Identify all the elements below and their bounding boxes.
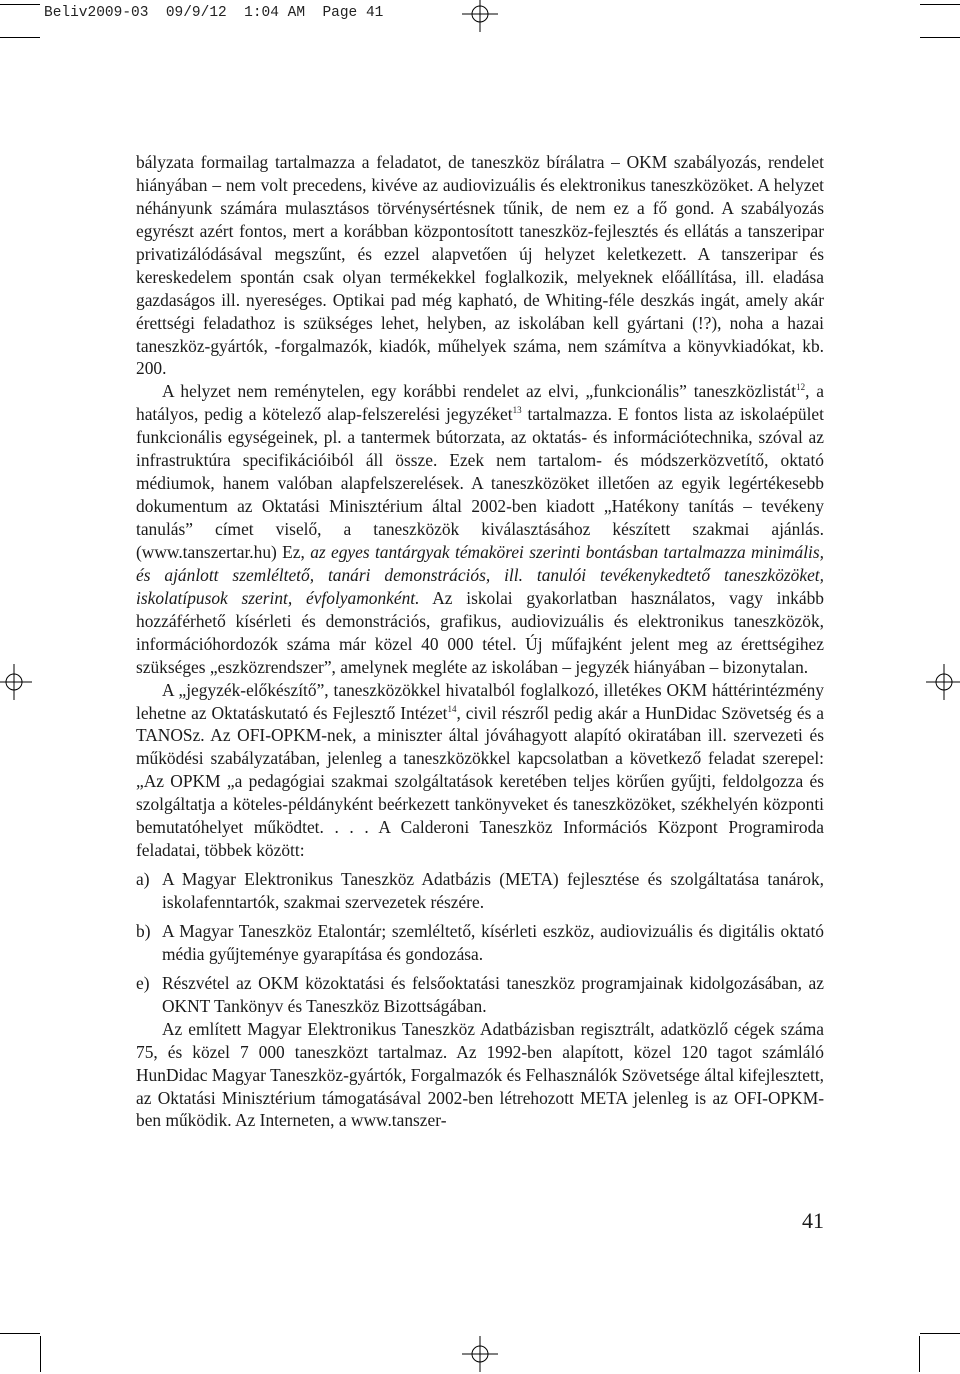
crop-mark-bottom-right-h <box>920 1333 960 1334</box>
paragraph-3-text-a: A „jegyzék-előkészítő”, taneszközökkel hivatalból foglalkozó, illetékes OKM háttérintézmény lehetne az Oktatáskutató és Fejlesztő Intézet <box>136 679 824 723</box>
list-item-label: b) <box>136 920 151 941</box>
crop-mark-bottom-left-h <box>0 1333 40 1334</box>
crop-mark-bottom-right-v <box>919 1336 920 1372</box>
paragraph-1-text: bályzata formailag tartalmazza a feladatot, de taneszköz bírálatra – OKM szabályozás, rendelet hiányában – nem volt precedens, kivéve az audiovizuális és elektronikus taneszközöket. A helyzet néhányunk számára mulasztásos törvénysértésnek tűnik, de nem ez a fő gond. A szabályozás egyrészt azért fontos, mert a korábban központosított taneszköz-fejlesztés és ellátás a tanszeripar privatizálódásával megszűnt, és ezzel alapvetően új helyzet keletkezett. A tanszeripar és kereskedelem spontán csak olyan termékekkel foglalkozik, melyeknek előállítása, ill. eladása gazdaságos ill. nyereséges. Optikai pad még kapható, de Whiting-féle deszkás ingát, amely akár érettségi feladathoz is szükséges lehet, helyben, az iskolában kell gyártani (!?), noha a hazai taneszköz-gyártók, -forgalmazók, kiadók, műhelyek száma, nem számítva a könyvkiadókat, kb. 200. <box>136 152 824 379</box>
registration-mark-left-icon <box>0 662 34 702</box>
list-item-label: a) <box>136 869 150 890</box>
footnote-ref-12: 12 <box>796 382 806 393</box>
paragraph-2-italic: az egyes tantárgyak témakörei szerinti bontásban tartalmazza minimális, és ajánlott szemléltető, tanári demonstrációs, ill. tanulói tevékenykedtető taneszközöket, iskolatípusok szerint, évfolyamonként. <box>136 541 824 608</box>
list-item <box>136 920 824 966</box>
paragraph-1 <box>136 151 824 380</box>
crop-mark-top-left-h <box>0 37 40 38</box>
registration-mark-right-icon <box>924 662 960 702</box>
list-item <box>136 972 824 1018</box>
list-item-text: A Magyar Taneszköz Etalontár; szemléltető, kísérleti eszköz, audiovizuális és digitális oktató média gyűjteménye gyarapítása és gondozása. <box>162 920 824 964</box>
paragraph-2-text-c: tartalmazza. E fontos lista az iskolaépület funkcionális egységeinek, pl. a tantermek bútorzata, az oktatás- és információtechnika, szóval az infrastruktúra specifikációiból áll össze. Ezek nem tartalom- és módszerközvetítő, oktató médiumok, hanem valóban alapfelszerelések. A taneszközöket illetően az egyik legértékesebb dokumentum az Oktatási Minisztérium által 2002-ben kiadott „Hatékony tanítás – tevékeny tanulás” címet viselő, a taneszközök kiválasztásához készített szakmai ajánlás. (www.tanszertar.hu) Ez, <box>136 404 824 562</box>
list-item-text: A Magyar Elektronikus Taneszköz Adatbázis (META) fejlesztése és szolgáltatása tanárok, iskolafenntartók, szakmai szervezetek részére. <box>162 869 824 912</box>
paragraph-4-text: Az említett Magyar Elektronikus Taneszköz Adatbázisban regisztrált, adatközlő cégek száma 75, és közel 7 000 taneszközt tartalmaz. Az 1992-ben alapított, közel 120 tagot számláló HunDidac Magyar Taneszköz-gyártók, Forgalmazók és Felhasználók Szövetsége által kifejlesztett, az Oktatási Minisztérium támogatásával 2002-ben létrehozott META jelenleg is az OFI-OPKM-ben működik. Az Interneten, a www.tanszer- <box>136 1018 824 1131</box>
list-item-text: Részvétel az OKM közoktatási és felsőoktatási taneszköz programjainak kidolgozásában, az OKNT Tankönyv és Taneszköz Bizottságában. <box>162 972 824 1016</box>
footnote-ref-13: 13 <box>512 405 522 416</box>
registration-mark-top-icon <box>460 0 500 34</box>
paragraph-3 <box>136 679 824 863</box>
body-text <box>136 151 824 1132</box>
footnote-ref-14: 14 <box>447 703 457 714</box>
paragraph-2 <box>136 380 824 678</box>
slug-text: Beliv2009-03 09/9/12 1:04 AM Page 41 <box>44 5 384 21</box>
paragraph-2-text-b: , a hatályos, pedig a kötelező alap-felszerelési jegyzéket <box>136 381 824 425</box>
list-item <box>136 868 824 914</box>
paragraph-2-text-a: A helyzet nem reménytelen, egy korábbi rendelet az elvi, „funkcionális” taneszközlistát <box>162 381 797 402</box>
paragraph-2-text-d: Az iskolai gyakorlatban használatos, vagy inkább hozzáférhető kísérleti és demonstrációs, grafikus, audiovizuális és elektronikus taneszközök, információhordozók száma már közel 40 000 tétel. Új műfajként jelent meg az érettségihez szükséges „eszközrendszer”, amelynek megléte az iskolában – jegyzék hiányában – bizonytalan. <box>136 587 824 677</box>
slug-rule-left <box>0 4 40 5</box>
registration-mark-bottom-icon <box>460 1334 500 1374</box>
paragraph-4 <box>136 1018 824 1133</box>
list-item-label: e) <box>136 972 150 993</box>
page-number: 41 <box>802 1208 824 1233</box>
paragraph-3-text-b: , civil részről pedig akár a HunDidac Szövetség és a TANOSz. Az OFI-OPKM-nek, a miniszter által jóváhagyott alapító okiratában ill. szervezeti és működési szabályzatában, jelenleg a taneszközökkel kapcsolatban a következő feladat szerepel: „Az OPKM „a pedagógiai szakmai szolgáltatások keretében teljes körűen gyűjti, feldolgozza és szolgáltatja a köteles-példányként beérkezett tankönyveket és taneszközöket, székhelyén központi bemutatóhelyet működtet. . . . A Calderoni Taneszköz Információs Központ Programiroda feladatai, többek között: <box>136 702 825 861</box>
crop-mark-top-right-h <box>920 37 960 38</box>
crop-mark-bottom-left-v <box>40 1336 41 1372</box>
slug-rule-top-right <box>920 4 960 5</box>
